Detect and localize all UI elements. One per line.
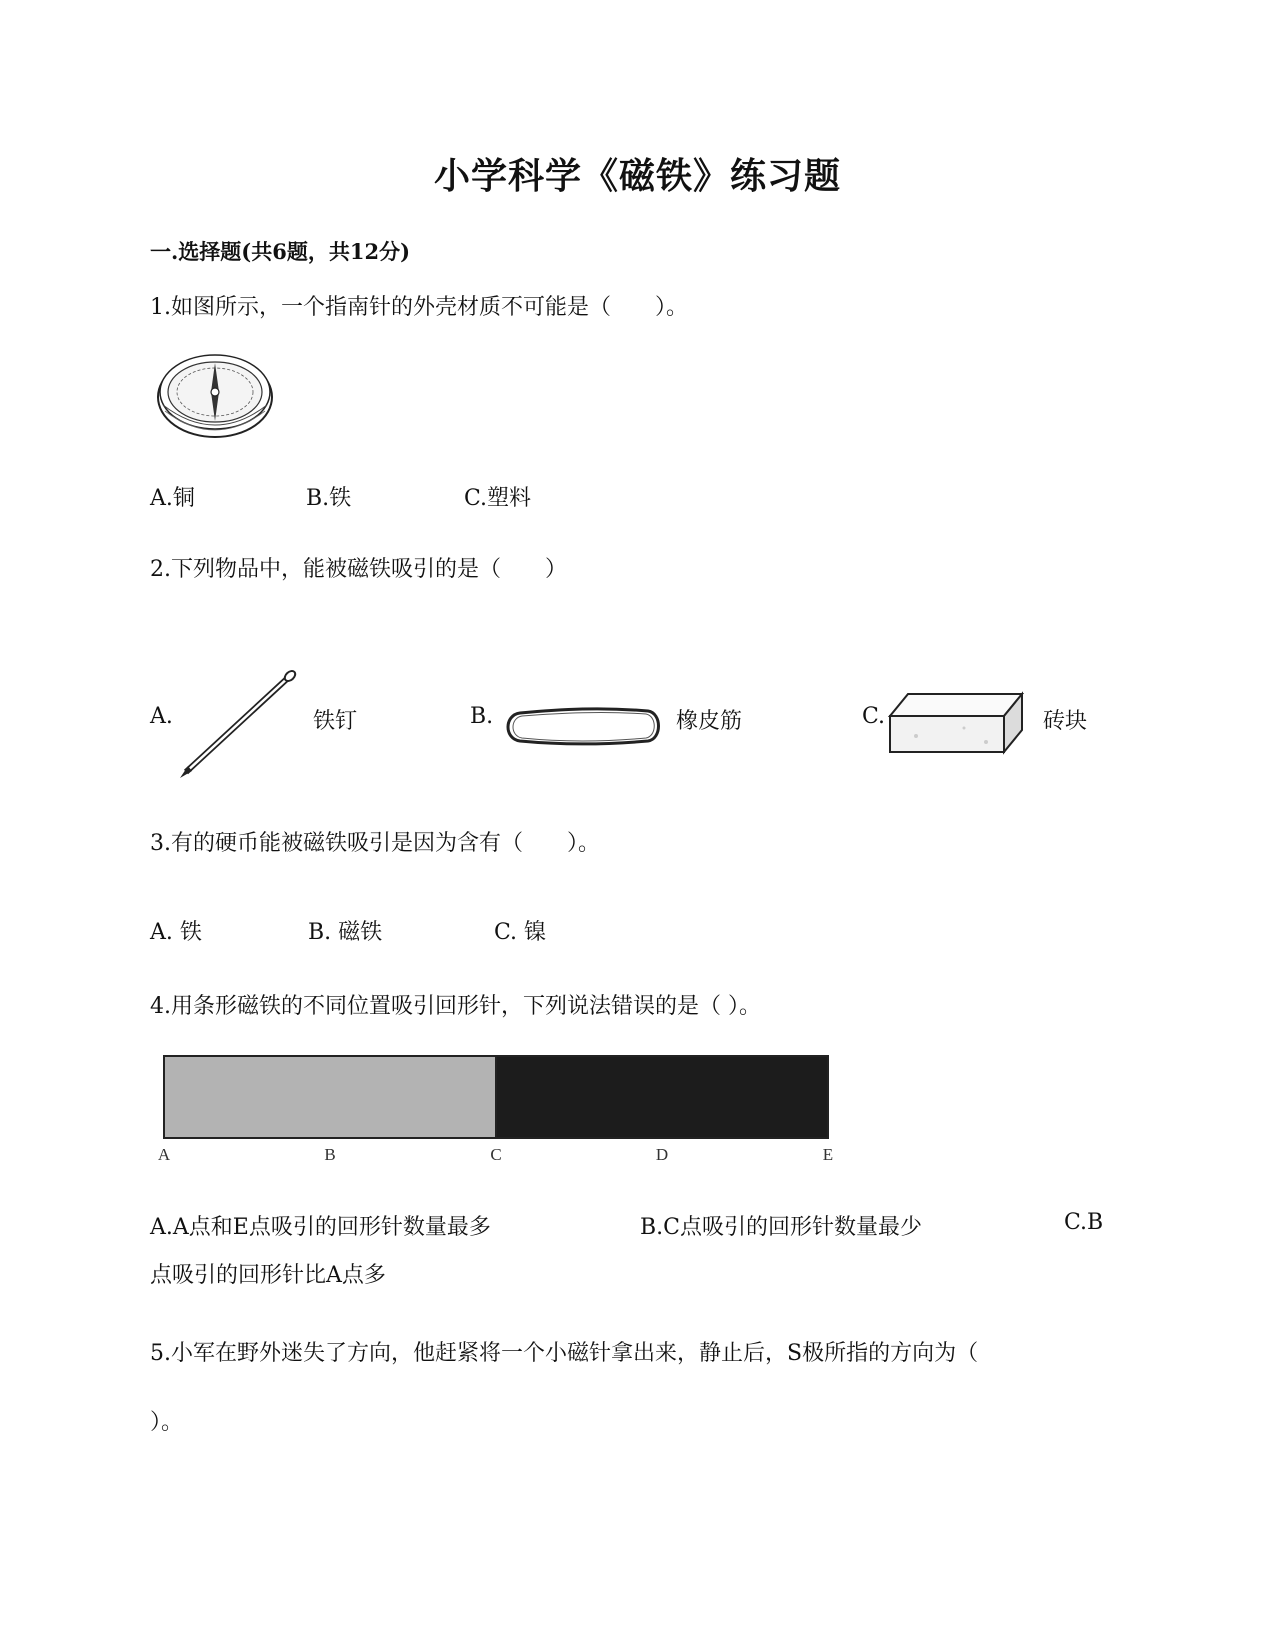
magnet-left-half <box>164 1056 496 1138</box>
magnet-point-label: E <box>822 1145 834 1164</box>
question-5-stem-continued: ）。 <box>150 1410 184 1435</box>
magnet-point-label: D <box>655 1145 669 1164</box>
question-3-stem: 3.有的硬币能被磁铁吸引是因为含有（ ）。 <box>150 831 600 856</box>
q2-option-b-letter: B. <box>470 704 494 729</box>
q4-option-c-continued: 点吸引的回形针比A点多 <box>150 1263 386 1288</box>
section-heading: 一.选择题(共6题，共12分) <box>150 239 411 264</box>
brick-icon <box>886 692 1026 754</box>
q2-option-c-label: 砖块 <box>1043 709 1088 734</box>
q2-option-a-letter: A. <box>150 704 173 729</box>
question-1-stem: 1.如图所示，一个指南针的外壳材质不可能是（ ）。 <box>150 295 688 320</box>
q1-option-a: A.铜 <box>150 486 195 511</box>
q3-option-c: C. 镍 <box>494 920 547 945</box>
magnet-point-label: A <box>157 1145 171 1164</box>
q2-option-c-letter: C. <box>862 704 886 729</box>
bar-magnet <box>157 1052 840 1164</box>
compass-icon <box>155 345 275 440</box>
question-5-stem: 5.小军在野外迷失了方向，他赶紧将一个小磁针拿出来，静止后，S极所指的方向为（ <box>150 1341 979 1366</box>
page-title: 小学科学《磁铁》练习题 <box>433 155 841 197</box>
q2-option-b-label: 橡皮筋 <box>676 709 743 734</box>
nail-icon <box>178 668 298 778</box>
magnet-right-half <box>496 1056 828 1138</box>
rubber-band-icon <box>502 705 664 747</box>
question-2-stem: 2.下列物品中，能被磁铁吸引的是（ ） <box>150 557 567 582</box>
q2-option-a-label: 铁钉 <box>313 709 358 734</box>
q4-option-b: B.C点吸引的回形针数量最少 <box>640 1215 922 1240</box>
magnet-point-label: B <box>324 1145 336 1164</box>
q4-option-a: A.A点和E点吸引的回形针数量最多 <box>150 1215 491 1240</box>
q3-option-b: B. 磁铁 <box>308 920 383 945</box>
question-4-stem: 4.用条形磁铁的不同位置吸引回形针，下列说法错误的是（ ）。 <box>150 994 761 1019</box>
q1-option-c: C.塑料 <box>464 486 532 511</box>
q3-option-a: A. 铁 <box>150 920 202 945</box>
magnet-point-label: C <box>490 1145 502 1164</box>
q4-option-c: C.B <box>1064 1210 1104 1235</box>
q1-option-b: B.铁 <box>306 486 352 511</box>
